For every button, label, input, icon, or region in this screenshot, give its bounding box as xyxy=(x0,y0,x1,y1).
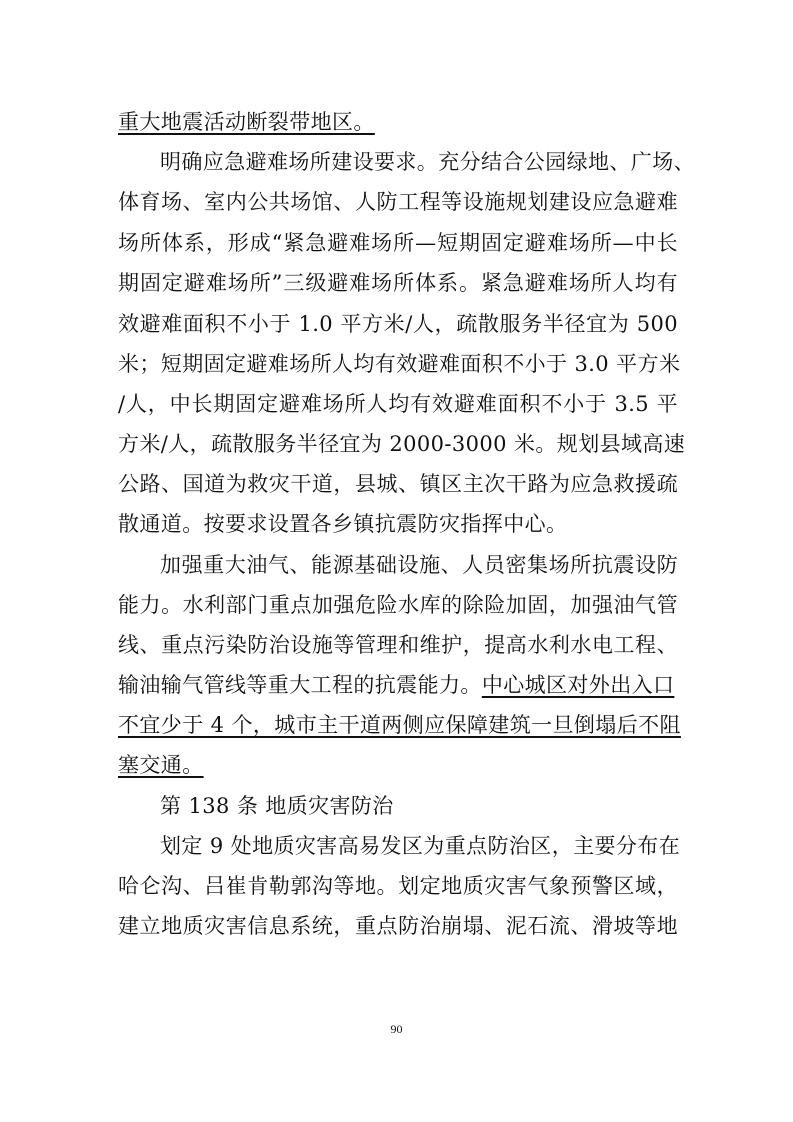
text-line: 哈仑沟、吕崔肯勒郭沟等地。划定地质灾害气象预警区域， xyxy=(118,874,678,898)
text-line: 期固定避难场所”三级避难场所体系。紧急避难场所人均有 xyxy=(118,271,678,295)
underlined-text: 重大地震活动断裂带地区。 xyxy=(118,110,375,134)
plain-text: 输油输气管线等重大工程的抗震能力。 xyxy=(118,673,482,697)
text-line: 不宜少于 4 个，城市主干道两侧应保障建筑一旦倒塌后不阻 xyxy=(118,713,681,737)
section-heading xyxy=(160,791,678,821)
paragraph-first-line: 划定 9 处地质灾害高易发区为重点防治区，主要分布在 xyxy=(160,834,681,858)
text-line: 散通道。按要求设置各乡镇抗震防灾指挥中心。 xyxy=(118,512,568,536)
text-line: /人，中长期固定避难场所人均有效避难面积不小于 3.5 平 xyxy=(118,392,678,416)
text-line: 公路、国道为救灾干道，县城、镇区主次干路为应急救援疏 xyxy=(118,472,678,496)
text-line xyxy=(118,670,678,700)
text-line xyxy=(118,107,678,137)
text-line: 线、重点污染防治设施等管理和维护，提高水利水电工程、 xyxy=(118,633,678,657)
text-line: 场所体系，形成“紧急避难场所—短期固定避难场所—中长 xyxy=(118,231,678,255)
heading-text: 第 138 条 地质灾害防治 xyxy=(160,794,394,818)
text-line xyxy=(118,750,678,780)
text-line: 体育场、室内公共场馆、人防工程等设施规划建设应急避难 xyxy=(118,190,678,214)
paragraph-first-line: 明确应急避难场所建设要求。充分结合公园绿地、广场、 xyxy=(160,150,695,174)
text-line: 方米/人，疏散服务半径宜为 2000-3000 米。规划县域高速 xyxy=(118,432,686,456)
paragraph-first-line: 加强重大油气、能源基础设施、人员密集场所抗震设防 xyxy=(160,553,678,577)
text-line: 能力。水利部门重点加强危险水库的除险加固，加强油气管 xyxy=(118,593,678,617)
underlined-text: 塞交通。 xyxy=(118,753,204,777)
page-number: 90 xyxy=(390,1022,403,1036)
text-line: 效避难面积不小于 1.0 平方米/人，疏散服务半径宜为 500 xyxy=(118,312,678,336)
underlined-text: 中心城区对外出入口 xyxy=(481,673,675,697)
text-line: 米；短期固定避难场所人均有效避难面积不小于 3.0 平方米 xyxy=(118,352,681,376)
text-line: 建立地质灾害信息系统，重点防治崩塌、泥石流、滑坡等地 xyxy=(118,914,678,938)
